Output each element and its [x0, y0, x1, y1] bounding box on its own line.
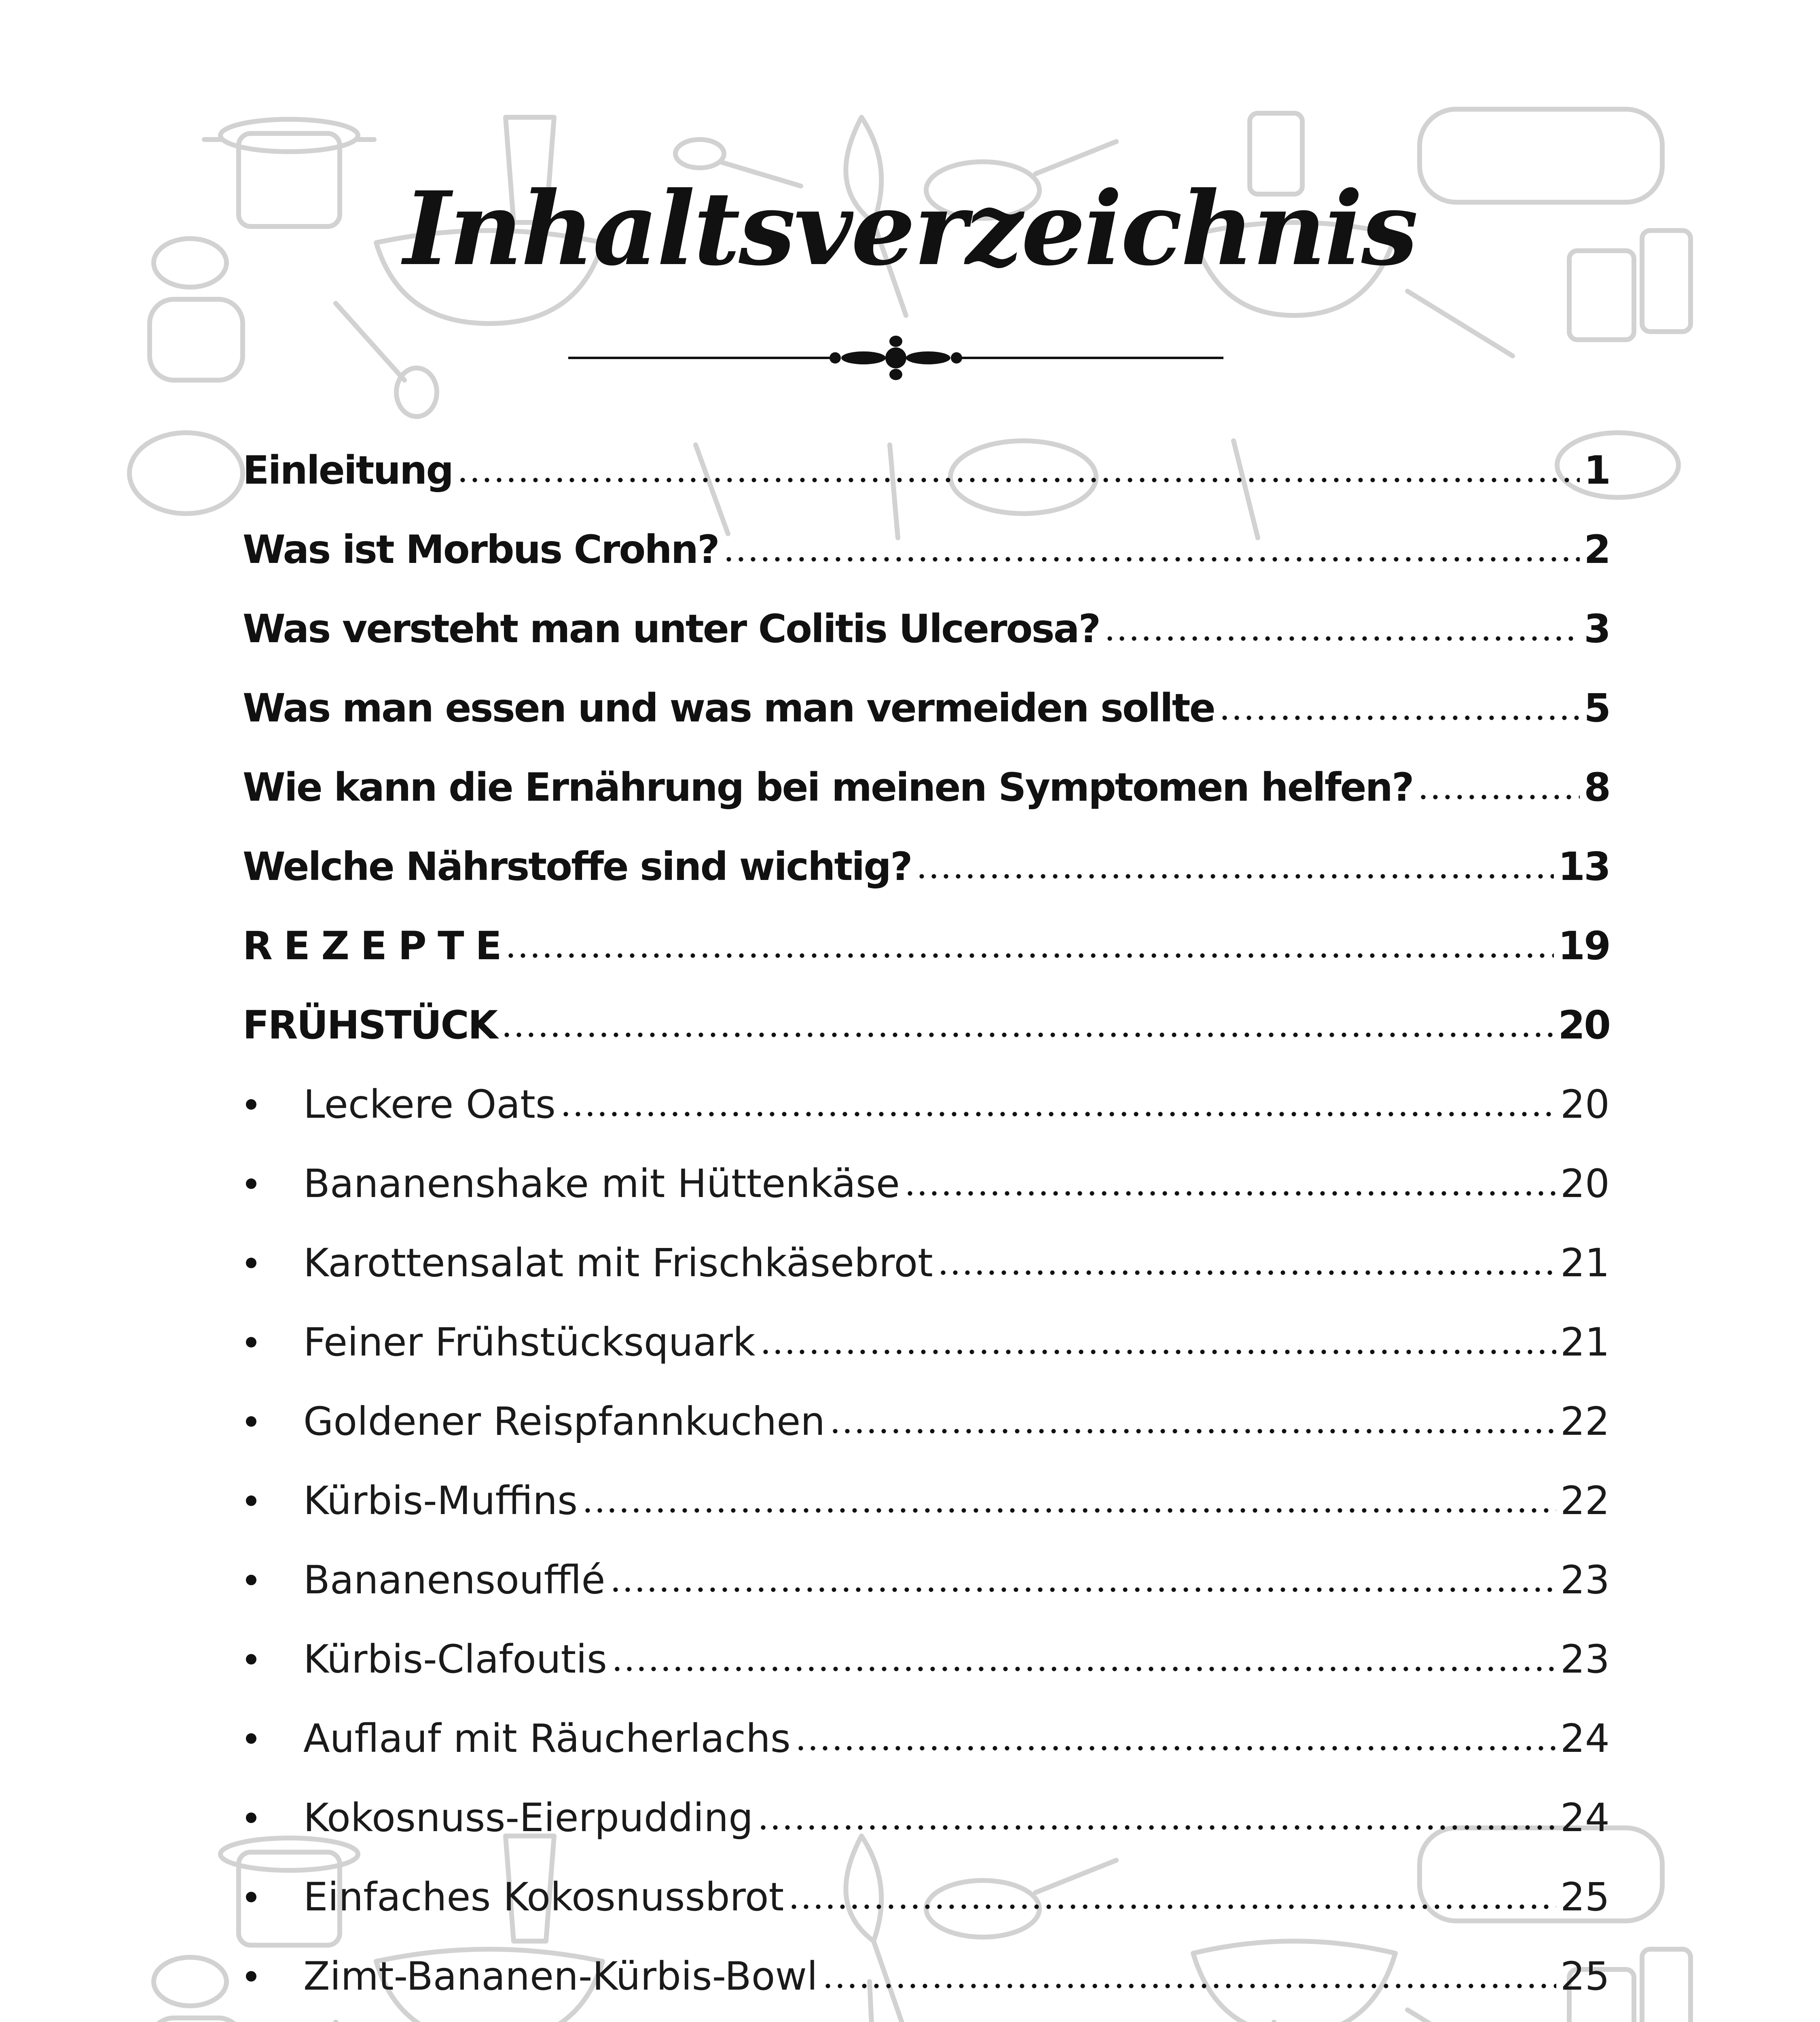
toc-entry-page: 23 — [1560, 1557, 1610, 1603]
toc-entry-page: 5 — [1584, 685, 1610, 731]
toc-subentry[interactable] — [243, 1792, 1610, 1872]
dot-leader — [937, 1237, 1556, 1276]
toc-subentry[interactable] — [243, 1872, 1610, 1951]
cooking-pot-icon — [150, 1957, 243, 2022]
toc-entry[interactable] — [243, 841, 1610, 920]
dot-leader — [760, 1317, 1556, 1356]
toc-entry-label: Was versteht man unter Colitis Ulcerosa? — [243, 606, 1100, 651]
toc-subentry[interactable] — [243, 1555, 1610, 1634]
toc-subentry[interactable] — [243, 1475, 1610, 1555]
toc-entry-label: Kürbis-Muffins — [303, 1478, 578, 1523]
toc-subentry[interactable] — [243, 1079, 1610, 1158]
toc-entry-page: 24 — [1560, 1795, 1610, 1840]
toc-entry-page: 25 — [1560, 1954, 1610, 1999]
toc-entry-page: 21 — [1560, 1320, 1610, 1365]
toc-entry-label: Welche Nährstoffe sind wichtig? — [243, 844, 912, 889]
toc-entry-label: R E Z E P T E — [243, 923, 501, 969]
toc-entry-label: Was man essen und was man vermeiden sollte — [243, 685, 1215, 731]
toc-entry-label: Karottensalat mit Frischkäsebrot — [303, 1240, 933, 1286]
dot-leader — [609, 1555, 1556, 1593]
toc-entry-label: Kokosnuss-Eierpudding — [303, 1795, 753, 1840]
toc-entry-label: Was ist Morbus Crohn? — [243, 527, 719, 572]
dot-leader — [505, 920, 1554, 959]
dot-leader — [916, 841, 1554, 880]
toc-entry[interactable] — [243, 762, 1610, 841]
toc-entry[interactable] — [243, 683, 1610, 762]
toc-entry-page: 24 — [1560, 1716, 1610, 1761]
toc-entry[interactable] — [243, 1000, 1610, 1079]
toc-entry-label: Leckere Oats — [303, 1082, 556, 1127]
toc-entry-page: 19 — [1558, 923, 1610, 969]
toc-entry[interactable] — [243, 603, 1610, 683]
ladle-icon — [336, 303, 437, 417]
toc-entry-page: 3 — [1584, 606, 1610, 651]
toc-entry-label: Goldener Reispfannkuchen — [303, 1399, 825, 1444]
toc-entry-page: 21 — [1560, 1240, 1610, 1286]
toc-entry-label: FRÜHSTÜCK — [243, 1003, 497, 1048]
dot-leader — [457, 445, 1580, 484]
toc-entry-page: 20 — [1560, 1161, 1610, 1206]
toc-entry-label: Kürbis-Clafoutis — [303, 1637, 607, 1682]
toc-subentry[interactable] — [243, 1317, 1610, 1396]
dot-leader — [1219, 683, 1580, 721]
toc-entry-label: Einleitung — [243, 448, 453, 493]
dot-leader — [795, 1713, 1556, 1752]
toc-entry[interactable] — [243, 524, 1610, 603]
dot-leader — [501, 1000, 1554, 1038]
toc-entry-label: Einfaches Kokosnussbrot — [303, 1874, 784, 1920]
toc-subentry[interactable] — [243, 1396, 1610, 1475]
dot-leader — [829, 1396, 1556, 1435]
toc-subentry[interactable] — [243, 1158, 1610, 1237]
toc-subentry[interactable] — [243, 1634, 1610, 1713]
dot-leader — [822, 1951, 1556, 1990]
toc-subentry[interactable] — [243, 1713, 1610, 1792]
dot-leader — [723, 524, 1580, 563]
rolling-pin-icon — [1407, 291, 1513, 356]
toc-entry-label: Wie kann die Ernährung bei meinen Symptomen helfen? — [243, 765, 1413, 810]
page-title: Inhaltsverzeichnis — [403, 169, 1417, 288]
toc-entry-label: Auflauf mit Räucherlachs — [303, 1716, 791, 1761]
toc-subentry[interactable] — [243, 1951, 1610, 2022]
dot-leader — [757, 1792, 1556, 1831]
toc-entry[interactable] — [243, 445, 1610, 524]
toc-entry-page: 13 — [1558, 844, 1610, 889]
toc-subentry[interactable] — [243, 1237, 1610, 1317]
dot-leader — [1417, 762, 1580, 801]
toc-entry-label: Bananensoufflé — [303, 1557, 605, 1603]
toc-entry[interactable] — [243, 920, 1610, 1000]
toc-entry-page: 8 — [1584, 765, 1610, 810]
dot-leader — [560, 1079, 1556, 1118]
toc-entry-page: 20 — [1558, 1003, 1610, 1048]
dot-leader — [611, 1634, 1556, 1673]
dot-leader — [1104, 603, 1580, 642]
dot-leader — [904, 1158, 1556, 1197]
toc-entry-page: 22 — [1560, 1399, 1610, 1444]
dot-leader — [788, 1872, 1556, 1910]
toc-entry-page: 20 — [1560, 1082, 1610, 1127]
toc-entry-page: 2 — [1584, 527, 1610, 572]
ornamental-divider — [568, 336, 1223, 380]
toc-entry-label: Bananenshake mit Hüttenkäse — [303, 1161, 900, 1206]
toc-entry-page: 23 — [1560, 1637, 1610, 1682]
toc-entry-page: 25 — [1560, 1874, 1610, 1920]
dot-leader — [582, 1475, 1556, 1514]
toc-entry-page: 1 — [1584, 448, 1610, 493]
table-of-contents — [243, 445, 1610, 2022]
toc-entry-page: 22 — [1560, 1478, 1610, 1523]
toc-entry-label: Zimt-Bananen-Kürbis-Bowl — [303, 1954, 818, 1999]
toc-entry-label: Feiner Frühstücksquark — [303, 1320, 756, 1365]
